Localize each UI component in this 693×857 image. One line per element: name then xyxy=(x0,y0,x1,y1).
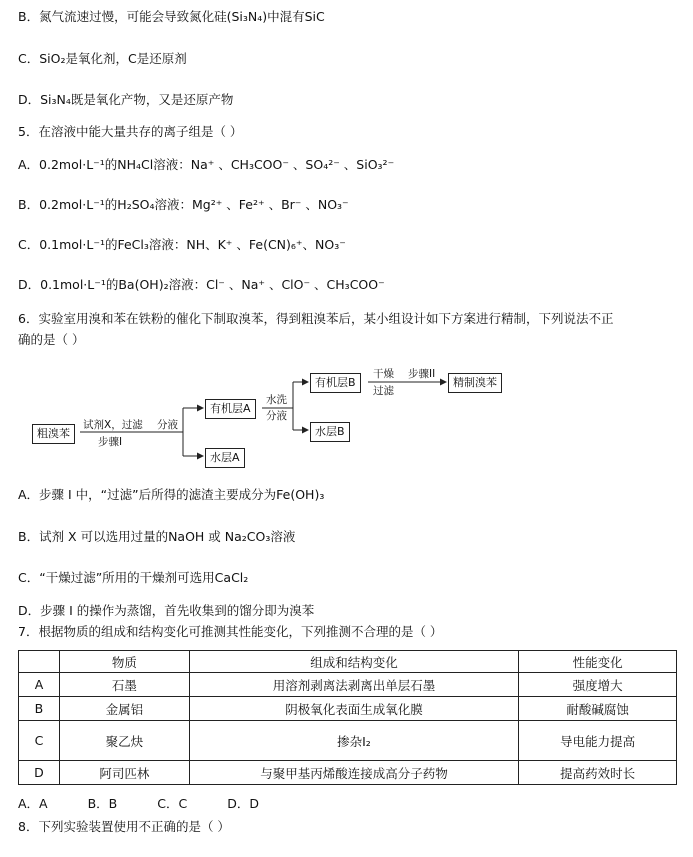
q6-option-b: B．试剂 X 可以选用过量的NaOH 或 Na₂CO₃溶液 xyxy=(18,529,296,544)
table-cell: C xyxy=(19,721,60,761)
q6-option-a: A．步骤 I 中，“过滤”后所得的滤渣主要成分为Fe(OH)₃ xyxy=(18,487,325,502)
q5-option-a: A．0.2mol·L⁻¹的NH₄Cl溶液：Na⁺ 、CH₃COO⁻ 、SO₄²⁻ 、SiO₃²⁻ xyxy=(18,157,395,172)
label-separate: 分液 xyxy=(157,419,178,431)
table-cell: 导电能力提高 xyxy=(519,721,677,761)
table-cell: 与聚甲基丙烯酸连接成高分子药物 xyxy=(189,761,518,785)
label-wash-separate: 分液 xyxy=(266,410,287,422)
table-cell: 提高药效时长 xyxy=(519,761,677,785)
q6-option-d: D．步骤 I 的操作为蒸馏，首先收集到的馏分即为溴苯 xyxy=(18,603,315,618)
header-cell xyxy=(19,651,60,673)
table-cell: 阴极氧化表面生成氧化膜 xyxy=(189,697,518,721)
q7-options xyxy=(18,794,295,812)
q4-option-d: D．Si₃N₄既是氧化产物，又是还原产物 xyxy=(18,92,234,107)
box-organic-layer-b: 有机层B xyxy=(310,373,361,393)
table-cell: 阿司匹林 xyxy=(59,761,189,785)
q7-stem: 7．根据物质的组成和结构变化可推测其性能变化，下列推测不合理的是（ ） xyxy=(18,624,443,639)
q4-option-c: C．SiO₂是氧化剂，C是还原剂 xyxy=(18,51,187,66)
label-step-2: 步骤II xyxy=(408,368,436,380)
label-water-wash: 水洗 xyxy=(266,394,287,406)
table-cell: D xyxy=(19,761,60,785)
table-cell: 金属铝 xyxy=(59,697,189,721)
table-row xyxy=(19,721,677,761)
table-cell: 耐酸碱腐蚀 xyxy=(519,697,677,721)
box-water-layer-a: 水层A xyxy=(205,448,245,468)
box-organic-layer-a: 有机层A xyxy=(205,399,256,419)
q7-option-a: A．A xyxy=(18,796,48,811)
header-cell: 物质 xyxy=(59,651,189,673)
label-reagent-x-filter: 试剂X，过滤 xyxy=(83,419,143,431)
box-water-layer-b: 水层B xyxy=(310,422,350,442)
q6-stem-line2: 确的是（ ） xyxy=(18,332,85,347)
q8-stem: 8．下列实验装置使用不正确的是（ ） xyxy=(18,819,230,834)
q7-option-b: B．B xyxy=(87,796,118,811)
table-row xyxy=(19,697,677,721)
q5-option-d: D．0.1mol·L⁻¹的Ba(OH)₂溶液：Cl⁻ 、Na⁺ 、ClO⁻ 、CH₃COO⁻ xyxy=(18,277,385,292)
table-cell: 强度增大 xyxy=(519,673,677,697)
q7-option-c: C．C xyxy=(157,796,188,811)
q6-option-c: C．“干燥过滤”所用的干燥剂可选用CaCl₂ xyxy=(18,570,249,585)
q5-option-b: B．0.2mol·L⁻¹的H₂SO₄溶液：Mg²⁺ 、Fe²⁺ 、Br⁻ 、NO₃⁻ xyxy=(18,197,349,212)
table-cell: B xyxy=(19,697,60,721)
table-cell: 石墨 xyxy=(59,673,189,697)
q6-stem-line1: 6．实验室用溴和苯在铁粉的催化下制取溴苯，得到粗溴苯后，某小组设计如下方案进行精制，下列说法不正 xyxy=(18,311,614,326)
table-row xyxy=(19,761,677,785)
box-crude-bromobenzene: 粗溴苯 xyxy=(32,424,75,444)
header-cell: 性能变化 xyxy=(519,651,677,673)
label-dry-filter: 过滤 xyxy=(373,385,394,397)
q7-table xyxy=(18,650,677,785)
q7-option-d: D．D xyxy=(227,796,259,811)
q4-option-b: B．氮气流速过慢，可能会导致氮化硅(Si₃N₄)中混有SiC xyxy=(18,9,325,24)
q5-option-c: C．0.1mol·L⁻¹的FeCl₃溶液：NH、K⁺ 、Fe(CN)₆⁺、NO₃⁻ xyxy=(18,237,346,252)
table-cell: 用溶剂剥离法剥离出单层石墨 xyxy=(189,673,518,697)
table-row xyxy=(19,673,677,697)
label-step-1: 步骤I xyxy=(98,436,123,448)
table-cell: 聚乙炔 xyxy=(59,721,189,761)
purification-flowchart xyxy=(0,360,693,475)
label-dry: 干燥 xyxy=(373,368,394,380)
header-cell: 组成和结构变化 xyxy=(189,651,518,673)
q5-stem: 5．在溶液中能大量共存的离子组是（ ） xyxy=(18,124,243,139)
table-cell: A xyxy=(19,673,60,697)
table-cell: 掺杂I₂ xyxy=(189,721,518,761)
box-refined-bromobenzene: 精制溴苯 xyxy=(448,373,502,393)
table-header-row xyxy=(19,651,677,673)
